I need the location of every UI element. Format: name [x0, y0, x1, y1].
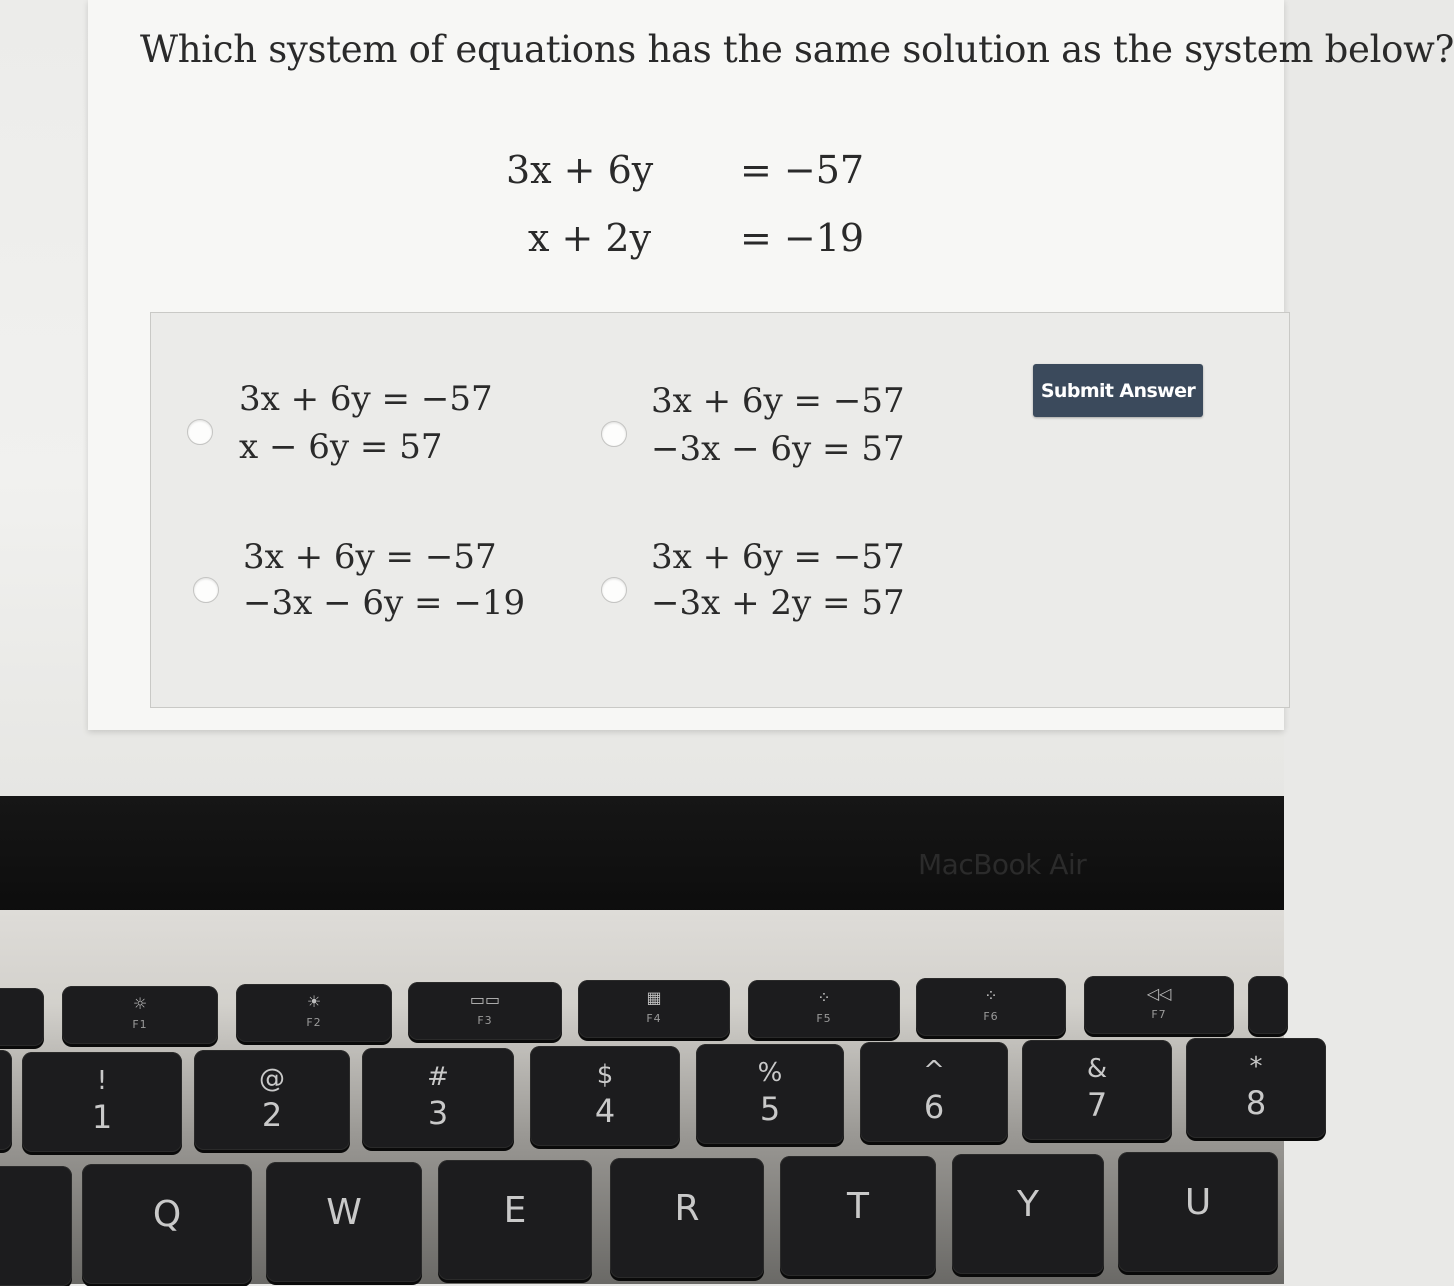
key-3-symbol: #	[427, 1062, 449, 1092]
key-y[interactable]	[952, 1154, 1104, 1274]
key-f3[interactable]	[408, 982, 562, 1040]
choice-b-line-1: 3x + 6y = −57	[651, 381, 905, 421]
key-r-label: R	[674, 1188, 700, 1229]
question-text: Which system of equations has the same solution as the system below?	[140, 28, 1454, 71]
key-f1-label: F1	[132, 1018, 148, 1031]
keyboard-light-up-icon: ⁘	[984, 986, 998, 1005]
given-equation-2-lhs: x + 2y	[528, 216, 652, 260]
key-8[interactable]	[1186, 1038, 1326, 1138]
submit-answer-button[interactable]: Submit Answer	[1033, 364, 1203, 417]
keyboard-deck	[0, 910, 1284, 1284]
key-1-number: 1	[91, 1098, 113, 1136]
key-5-number: 5	[759, 1090, 781, 1128]
key-q-label: Q	[152, 1194, 182, 1235]
key-q[interactable]	[82, 1164, 252, 1284]
answer-choices	[150, 312, 1290, 708]
choice-d-radio[interactable]	[601, 577, 627, 603]
brand-label: MacBook Air	[918, 848, 1087, 881]
key-f5[interactable]	[748, 980, 900, 1038]
key-f6[interactable]	[916, 978, 1066, 1036]
question-panel	[88, 0, 1454, 730]
key-u-label: U	[1184, 1182, 1212, 1223]
key-3[interactable]	[362, 1048, 514, 1148]
key-4-number: 4	[594, 1092, 616, 1130]
choice-b-radio[interactable]	[601, 421, 627, 447]
choice-d-line-1: 3x + 6y = −57	[651, 537, 905, 577]
key-4-symbol: $	[596, 1060, 614, 1090]
choice-a-radio[interactable]	[187, 419, 213, 445]
key-2-number: 2	[261, 1096, 283, 1134]
key-3-number: 3	[427, 1094, 449, 1132]
key-f2[interactable]	[236, 984, 392, 1042]
key-tab[interactable]	[0, 1166, 72, 1286]
choice-c-radio[interactable]	[193, 577, 219, 603]
given-equation-2-rhs: = −19	[740, 216, 865, 260]
given-equation-1-lhs: 3x + 6y	[506, 148, 654, 192]
key-e[interactable]	[438, 1160, 592, 1280]
choice-a-line-1: 3x + 6y = −57	[239, 379, 493, 419]
key-backtick[interactable]	[0, 1050, 12, 1150]
brightness-up-icon: ☀	[306, 992, 322, 1011]
key-2[interactable]	[194, 1050, 350, 1150]
rewind-icon: ◁◁	[1146, 984, 1172, 1003]
keyboard-light-down-icon: ⁘	[817, 988, 831, 1007]
mission-control-icon: ▭▭	[469, 990, 501, 1009]
choice-c-line-1: 3x + 6y = −57	[243, 537, 497, 577]
key-4[interactable]	[530, 1046, 680, 1146]
key-7-number: 7	[1086, 1086, 1108, 1124]
key-f7[interactable]	[1084, 976, 1234, 1034]
key-7-symbol: &	[1086, 1054, 1108, 1084]
key-t[interactable]	[780, 1156, 936, 1276]
key-2-symbol: @	[259, 1064, 285, 1094]
key-f6-label: F6	[983, 1010, 999, 1023]
choice-b-line-2: −3x − 6y = 57	[651, 429, 905, 469]
key-f5-label: F5	[816, 1012, 832, 1025]
brightness-down-icon: ☼	[132, 994, 148, 1013]
key-f7-label: F7	[1151, 1008, 1167, 1021]
key-6[interactable]	[860, 1042, 1008, 1142]
key-r[interactable]	[610, 1158, 764, 1278]
key-f4[interactable]	[578, 980, 730, 1038]
key-u[interactable]	[1118, 1152, 1278, 1272]
key-8-symbol: *	[1249, 1052, 1263, 1082]
key-6-number: 6	[923, 1088, 945, 1126]
given-equation-1-rhs: = −57	[740, 148, 865, 192]
key-5[interactable]	[696, 1044, 844, 1144]
choice-c-line-2: −3x − 6y = −19	[243, 583, 526, 623]
laptop-bezel	[0, 796, 1284, 914]
key-8-number: 8	[1245, 1084, 1267, 1122]
choice-a-line-2: x − 6y = 57	[239, 427, 443, 467]
key-1[interactable]	[22, 1052, 182, 1152]
key-e-label: E	[503, 1190, 527, 1231]
key-esc[interactable]	[0, 988, 44, 1046]
key-7[interactable]	[1022, 1040, 1172, 1140]
key-5-symbol: %	[757, 1058, 783, 1088]
key-t-label: T	[847, 1186, 869, 1227]
choice-d-line-2: −3x + 2y = 57	[651, 583, 905, 623]
key-f3-label: F3	[477, 1014, 493, 1027]
key-f8[interactable]	[1248, 976, 1288, 1034]
key-1-symbol: !	[96, 1066, 108, 1096]
key-f1[interactable]	[62, 986, 218, 1044]
key-y-label: Y	[1017, 1184, 1039, 1225]
key-f2-label: F2	[306, 1016, 322, 1029]
launchpad-icon: ▦	[646, 988, 662, 1007]
key-6-symbol: ^	[923, 1056, 945, 1086]
key-w-label: W	[326, 1192, 362, 1233]
key-w[interactable]	[266, 1162, 422, 1282]
key-f4-label: F4	[646, 1012, 662, 1025]
